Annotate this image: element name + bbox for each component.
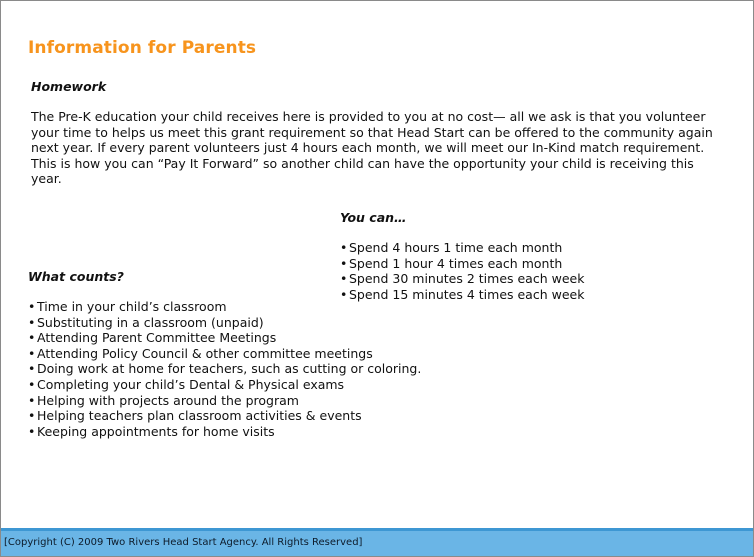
page-title: Information for Parents	[28, 38, 257, 58]
you-can-heading: You can…	[340, 210, 407, 225]
list-item: • Spend 15 minutes 4 times each week	[340, 287, 584, 303]
list-item: • Attending Policy Council & other committee meetings	[28, 346, 421, 362]
list-item: • Completing your child’s Dental & Physical exams	[28, 377, 421, 393]
homework-heading: Homework	[31, 79, 107, 94]
homework-paragraph: The Pre-K education your child receives here is provided to you at no cost— all we ask is that you volunteer your time to helps us meet this grant requirement so that Head Start can be offered to the community again next year. If every parent volunteers just 4 hours each month, we will meet our In-Kind match requirement. This is how you can “Pay It Forward” so another child can have the opportunity your child is receiving this year.	[31, 109, 713, 187]
list-item: • Spend 1 hour 4 times each month	[340, 256, 584, 272]
list-item: • Attending Parent Committee Meetings	[28, 330, 421, 346]
list-item: • Helping with projects around the program	[28, 393, 421, 409]
list-item: • Substituting in a classroom (unpaid)	[28, 315, 421, 331]
what-counts-list	[28, 299, 421, 439]
list-item: • Keeping appointments for home visits	[28, 424, 421, 440]
you-can-list	[340, 240, 584, 302]
footer-bar	[1, 528, 753, 556]
list-item: • Spend 4 hours 1 time each month	[340, 240, 584, 256]
list-item: • Doing work at home for teachers, such as cutting or coloring.	[28, 361, 421, 377]
what-counts-heading: What counts?	[28, 269, 124, 284]
list-item: • Helping teachers plan classroom activities & events	[28, 408, 421, 424]
list-item: • Spend 30 minutes 2 times each week	[340, 271, 584, 287]
copyright-text: [Copyright (C) 2009 Two Rivers Head Start Agency. All Rights Reserved]	[4, 537, 363, 548]
list-item: • Time in your child’s classroom	[28, 299, 421, 315]
